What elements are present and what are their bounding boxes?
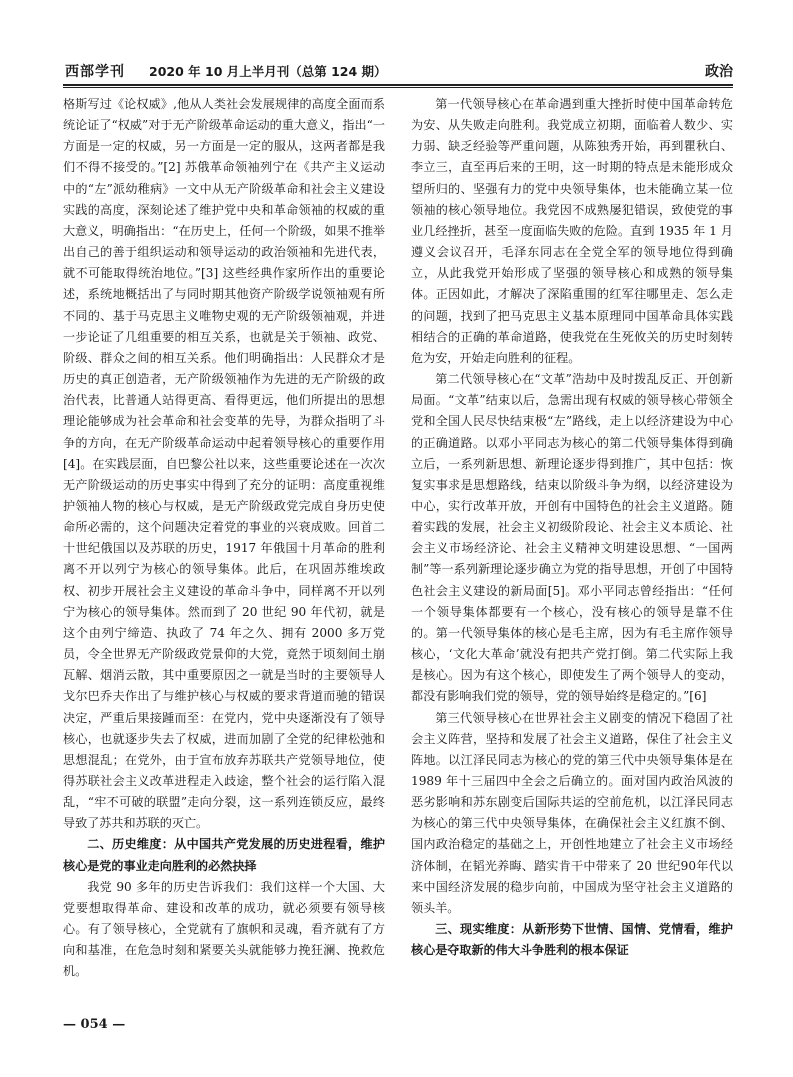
header-rule-thick — [63, 84, 733, 86]
journal-logo: 西部学刊 — [65, 64, 125, 80]
header-rule-thin — [63, 87, 733, 88]
running-header — [63, 60, 733, 82]
section-heading-3: 三、现实维度：从新形势下世情、国情、党情看，维护核心是夺取新的伟大斗争胜利的根本保证 — [411, 922, 733, 958]
section-heading-2: 二、历史维度：从中国共产党发展的历史进程看，维护核心是党的事业走向胜利的必然抉择 — [63, 837, 385, 873]
paragraph: 格斯写过《论权威》,他从人类社会发展规律的高度全面而系统论证了“权威”对于无产阶级革命运动的重大意义，指出“一方面是一定的权威，另一方面是一定的服从，这两者都是我们不得不接受的。”[2] 苏俄革命领袖列宁在《共产主义运动中的“左”派幼稚病》一文中从无产阶级革命和社会主义建设实践的高度，深刻论述了维护党中央和革命领袖的权威的重大意义，明确指出：“在历史上，任何一个阶级，如果不推举出自己的善于组织运动和领导运动的政治领袖和先进代表，就不可能取得统治地位。”[3] 这些经典作家所作出的重要论述，系统地概括出了与同时期其他资产阶级学说领袖观有所不同的、基于马克思主义唯物史观的无产阶级领袖观，并进一步论证了几组重要的相互关系，也就是关于领袖、政党、阶级、群众之间的相互关系。他们明确指出：人民群众才是历史的真正创造者，无产阶级领袖作为先进的无产阶级的政治代表，比普通人站得更高、看得更远，他们所提出的思想理论能够成为社会革命和社会变革的先导，为群众指明了斗争的方向，在无产阶级革命运动中起着领导核心的重要作用[4]。在实践层面，自巴黎公社以来，这些重要论述在一次次无产阶级运动的历史事实中得到了充分的证明：高度重视维护领袖人物的核心与权威，是无产阶级政党完成自身历史使命所必需的，这个问题决定着党的事业的兴衰成败。回首二十世纪俄国以及苏联的历史，1917 年俄国十月革命的胜利离不开以列宁为核心的领导集体。此后，在巩固苏维埃政权、初步开展社会主义建设的革命斗争中，同样离不开以列宁为核心的领导集体。然而到了 20 世纪 90 年代初，就是这个由列宁缔造、执政了 74 年之久、拥有 2000 多万党员，令全世界无产阶级政党景仰的大党，竟然于顷刻间土崩瓦解、烟消云散，其中重要原因之一就是当时的主要领导人戈尔巴乔夫作出了与维护核心与权威的要求背道而驰的错误决定，严重后果接踵而至：在党内，党中央逐渐没有了领导核心，也就逐步失去了权威，进而加剧了全党的纪律松弛和思想混乱；在党外，由于宣布放弃苏联共产党领导地位，使得苏联社会主义改革进程走入歧途，整个社会的运行陷入混乱，“牢不可破的联盟”走向分裂，这一系列连锁反应，最终导致了苏共和苏联的灭亡。 — [63, 97, 385, 831]
right-column — [411, 94, 733, 961]
paragraph: 第二代领导核心在“文革”浩劫中及时拨乱反正、开创新局面。“文革”结束以后，急需出现有权威的领导核心带领全党和全国人民尽快结束极“左”路线，走上以经济建设为中心的正确道路。以邓小平同志为核心的第二代领导集体得到确立后，一系列新思想、新理论逐步得到推广，其中包括：恢复实事求是思想路线，结束以阶级斗争为纲，以经济建设为中心，实行改革开放，开创有中国特色的社会主义道路。随着实践的发展，社会主义初级阶段论、社会主义本质论、社会主义市场经济论、社会主义精神文明建设思想、“一国两制”等一系列新理论逐步确立为党的指导思想，开创了中国特色社会主义建设的新局面[5]。邓小平同志曾经指出：“任何一个领导集体都要有一个核心，没有核心的领导是靠不住的。第一代领导集体的核心是毛主席，因为有毛主席作领导核心，‘文化大革命’就没有把共产党打倒。第二代实际上我是核心。因为有这个核心，即使发生了两个领导人的变动，都没有影响我们党的领导，党的领导始终是稳定的。”[6] — [411, 372, 733, 704]
paragraph: 我党 90 多年的历史告诉我们：我们这样一个大国、大党要想取得革命、建设和改革的成功，就必须要有领导核心。有了领导核心，全党就有了旗帜和灵魂，看齐就有了方向和基准，在危急时刻和紧要关头就能够力挽狂澜、挽救危机。 — [63, 879, 385, 979]
left-column — [63, 94, 385, 983]
section-name: 政治 — [705, 64, 733, 80]
issue-info: 2020 年 10 月上半月刊（总第 124 期） — [149, 64, 387, 79]
paragraph: 第三代领导核心在世界社会主义剧变的情况下稳固了社会主义阵营，坚持和发展了社会主义道路，保住了社会主义阵地。以江泽民同志为核心的党的第三代中央领导集体是在 1989 年十三届四中全会之后确立的。面对国内政治风波的恶劣影响和苏东剧变后国际共运的空前危机，以江泽民同志为核心的第三代中央领导集体，在确保社会主义红旗不倒、国内政治稳定的基础之上，开创性地建立了社会主义市场经济体制，在韬光养晦、踏实肯干中带来了 20 世纪90年代以来中国经济发展的稳步向前，中国成为坚守社会主义道路的领头羊。 — [411, 710, 733, 915]
paragraph: 第一代领导核心在革命遇到重大挫折时使中国革命转危为安、从失败走向胜利。我党成立初期，面临着人数少、实力弱、缺乏经验等严重问题，从陈独秀开始，再到瞿秋白、李立三，直至再后来的王明，这一时期的特点是未能形成众望所归的、坚强有力的党中央领导集体，也未能确立某一位领袖的核心领导地位。我党因不成熟屡犯错误，致使党的事业几经挫折，甚至一度面临失败的危险。直到 1935 年 1 月遵义会议召开，毛泽东同志在全党全军的领导地位得到确立，从此我党开始形成了坚强的领导核心和成熟的领导集体。正因如此，才解决了深陷重围的红军往哪里走、怎么走的问题，找到了把马克思主义基本原理同中国革命具体实践相结合的正确的革命道路，使我党在生死攸关的历史时刻转危为安，开始走向胜利的征程。 — [411, 97, 733, 365]
page-number: — 054 — — [63, 1017, 126, 1032]
